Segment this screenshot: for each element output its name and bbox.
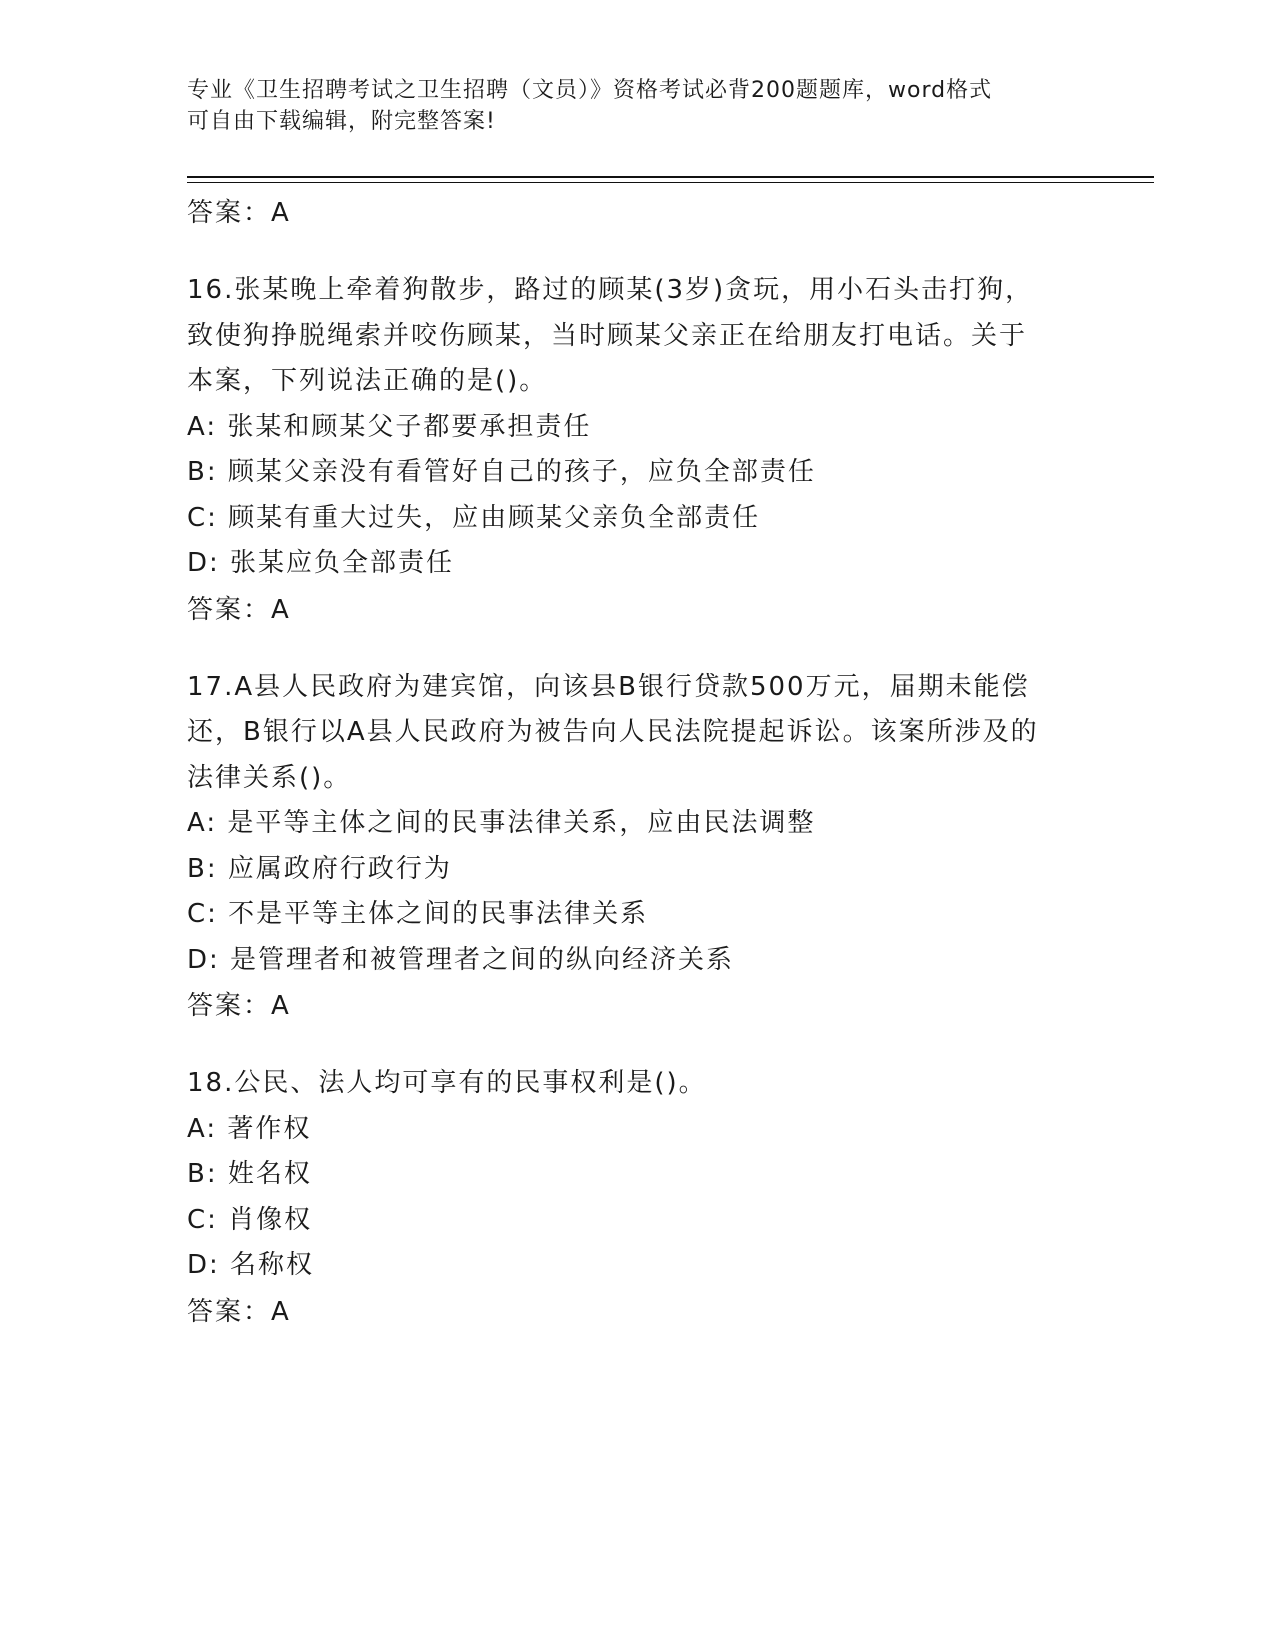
stem-line: 17.A县人民政府为建宾馆，向该县B银行贷款500万元，届期未能偿: [187, 671, 1030, 702]
stem-line: 18.公民、法人均可享有的民事权利是()。: [187, 1068, 707, 1098]
option-d: D: 名称权: [187, 1250, 315, 1280]
question-16: [187, 268, 1107, 633]
question-17: [187, 665, 1107, 1030]
option-a: A: 张某和顾某父子都要承担责任: [187, 411, 592, 442]
stem-line: 致使狗挣脱绳索并咬伤顾某，当时顾某父亲正在给朋友打电话。关于: [187, 320, 1028, 351]
question-18: [187, 1061, 1107, 1335]
header-line-2: 可自由下载编辑，附完整答案!: [187, 109, 496, 134]
previous-answer: 答案：A: [187, 198, 291, 228]
option-d: D: 张某应负全部责任: [187, 548, 455, 578]
question-stem: [187, 268, 1107, 405]
answer: 答案：A: [187, 1296, 291, 1327]
option-a: A: 是平等主体之间的民事法律关系，应由民法调整: [187, 808, 816, 838]
stem-line: 法律关系()。: [187, 762, 352, 793]
option-d: D: 是管理者和被管理者之间的纵向经济关系: [187, 944, 735, 975]
header-divider-thin: [187, 182, 1154, 183]
option-c: C: 不是平等主体之间的民事法律关系: [187, 899, 649, 929]
header-line-1: 专业《卫生招聘考试之卫生招聘（文员）》资格考试必背200题题库，word格式: [187, 78, 993, 103]
answer: 答案：A: [187, 594, 291, 625]
option-c: C: 顾某有重大过失，应由顾某父亲负全部责任: [187, 502, 761, 533]
stem-line: 还，B银行以A县人民政府为被告向人民法院提起诉讼。该案所涉及的: [187, 717, 1039, 747]
question-stem: [187, 665, 1107, 802]
header-divider-thick: [187, 176, 1154, 178]
document-body: [187, 190, 1107, 1335]
option-b: B: 顾某父亲没有看管好自己的孩子，应负全部责任: [187, 457, 816, 487]
answer: 答案：A: [187, 991, 291, 1021]
option-b: B: 姓名权: [187, 1159, 312, 1189]
stem-line: 本案，下列说法正确的是()。: [187, 366, 548, 396]
stem-line: 16.张某晚上牵着狗散步，路过的顾某(3岁)贪玩，用小石头击打狗，: [187, 275, 1034, 305]
option-b: B: 应属政府行政行为: [187, 853, 452, 884]
question-stem: [187, 1061, 1107, 1107]
document-header: [187, 75, 1067, 137]
option-c: C: 肖像权: [187, 1204, 313, 1235]
option-a: A: 著作权: [187, 1113, 312, 1144]
